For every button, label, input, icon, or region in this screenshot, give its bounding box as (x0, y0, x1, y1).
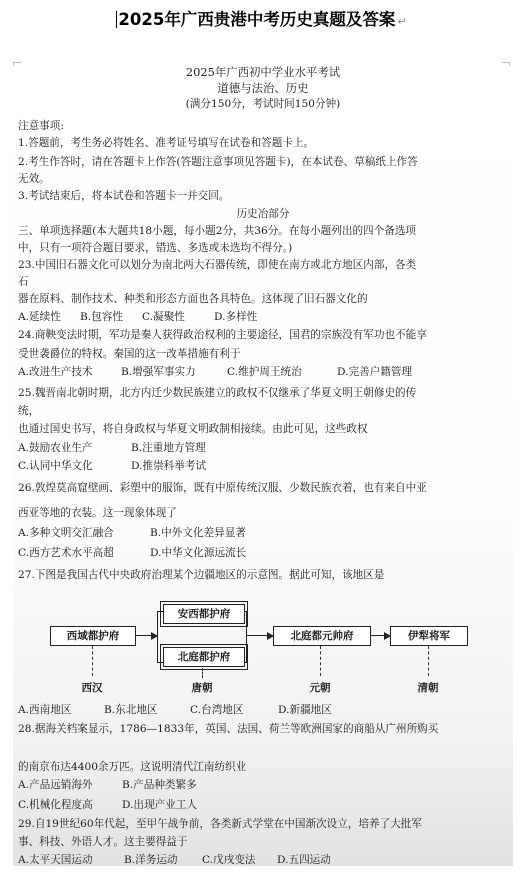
q26-stem: 26.敦煌莫高窟壁画、彩塑中的服饰，既有中原传统汉服、少数民族衣着，也有来自中亚 (18, 482, 427, 494)
q23-options (18, 311, 257, 324)
era-tang: 唐朝 (191, 682, 213, 694)
q24-stem-cont: 受世袭爵位的特权。秦国的这一改革措施有利于 (18, 348, 241, 360)
note-2-cont: 无效。 (18, 173, 50, 185)
arrow-1 (135, 635, 157, 636)
box-beiting-protectorate: 北庭都护府 (163, 647, 245, 667)
document-title-text: 2025年广西贵港中考历史真题及答案 (118, 10, 396, 29)
q23-stem-cont2: 器在原料、制作技术、种类和形态方面也各具特色。这体现了旧石器文化的 (18, 293, 368, 305)
q27-stem: 27.下图是我国古代中央政府治理某个边疆地区的示意图。据此可知，该地区是 (18, 569, 385, 581)
q25-options-row2 (18, 460, 206, 473)
q26-option-a: A.多种文明交汇融合 (18, 527, 114, 539)
era-line-3 (320, 646, 321, 676)
q23-stem: 23.中国旧石器文化可以划分为南北两大石器传统，即使在南方或北方地区内部，各类 (18, 259, 417, 271)
q27-option-a: A.西南地区 (18, 704, 72, 716)
q24-options (18, 366, 412, 379)
q29-option-d: D.五四运动 (277, 854, 331, 866)
era-line-4 (428, 646, 429, 676)
q28-option-d: D.出现产业工人 (122, 799, 198, 811)
box-ili-general: 伊犁将军 (390, 626, 468, 646)
q27-option-c: C.台湾地区 (190, 704, 244, 716)
q25-option-d: D.推崇科举考试 (131, 460, 207, 472)
q25-stem: 25.魏晋南北朝时期，北方内迁少数民族建立的政权不仅继承了华夏文明王朝修史的传 (18, 387, 417, 399)
q24-stem: 24.商鞅变法时期，军功是秦人获得政治权利的主要途径，国君的宗族没有军功也不能享 (18, 329, 427, 341)
q25-stem-cont2: 也通过国史书写，将自身政权与华夏文明政制相接续。由此可见，这些政权 (18, 423, 368, 435)
q29-option-a: A.太平天国运动 (18, 854, 93, 866)
q27-options (18, 704, 332, 717)
note-3: 3.考试结束后，将本试卷和答题卡一并交回。 (18, 190, 230, 202)
q28-options-row2 (18, 799, 197, 812)
q24-option-b: B.增强军事实力 (121, 366, 196, 378)
paragraph-mark-icon: ↵ (397, 15, 407, 28)
arrow-2 (246, 635, 273, 636)
scanned-exam-page (13, 66, 513, 866)
q28-stem-cont: 的南京布达4400余万匹。这说明清代江南纺织业 (18, 761, 247, 773)
q26-options-row1 (18, 527, 246, 540)
q24-option-c: C.维护周王统治 (227, 366, 302, 378)
q26-option-c: C.西方艺术水平高超 (18, 547, 114, 559)
q25-option-b: B.注重地方管理 (131, 442, 206, 454)
q28-option-a: A.产品远销海外 (18, 779, 93, 791)
q25-option-a: A.鼓励农业生产 (18, 442, 93, 454)
note-1: 1.答题前，考生务必将姓名、准考证号填写在试卷和答题卡上。 (18, 137, 315, 149)
era-qing: 清朝 (417, 682, 439, 694)
box-anxi-protectorate: 安西都护府 (163, 604, 245, 624)
box-western-regions-protectorate: 西域都护府 (50, 626, 136, 646)
arrow-3 (370, 635, 390, 636)
q29-option-b: B.洋务运动 (124, 854, 178, 866)
exam-title: 2025年广西初中学业水平考试 (185, 65, 341, 79)
era-line-1 (92, 646, 93, 676)
q27-option-b: B.东北地区 (104, 704, 158, 716)
q25-options-row1 (18, 442, 206, 455)
era-western-han: 西汉 (81, 682, 103, 694)
q28-options-row1 (18, 779, 197, 792)
q29-stem-cont: 事、科技、外语人才。这主要得益于 (18, 836, 188, 848)
q25-stem-cont: 统， (18, 405, 40, 417)
q26-stem-cont: 西亚等地的衣装。这一现象体现了 (18, 507, 177, 519)
q26-option-d: D.中华文化源远流长 (150, 547, 247, 559)
note-2: 2.考生作答时，请在答题卡上作答(答题注意事项见答题卡)，在本试卷、草稿纸上作答 (18, 156, 418, 168)
q24-option-a: A.改进生产技术 (18, 366, 93, 378)
q26-option-b: B.中外文化差异显著 (150, 527, 246, 539)
q23-option-d: D.多样性 (214, 311, 258, 323)
q25-option-c: C.认同中华文化 (18, 460, 93, 472)
section-title: 历史冶部分 (236, 208, 290, 220)
q23-option-b: B.包容性 (80, 311, 123, 323)
q27-diagram (20, 553, 498, 703)
exam-subject: 道德与法治、历史 (217, 81, 309, 95)
q29-stem: 29.自19世纪60年代起，至甲午战争前，各类新式学堂在中国渐次设立，培养了大批军 (18, 818, 422, 830)
q28-option-b: B.产品种类繁多 (122, 779, 197, 791)
q23-option-c: C.凝聚性 (142, 311, 185, 323)
section-intro-cont: 中，只有一项符合题目要求，错选、多选或未选均不得分。) (18, 242, 293, 254)
q23-stem-cont: 石 (18, 276, 29, 288)
document-title (0, 6, 523, 30)
notes-heading: 注意事项: (18, 120, 64, 132)
q28-option-c: C.机械化程度高 (18, 799, 93, 811)
q27-option-d: D.新疆地区 (278, 704, 332, 716)
q29-option-c: C.戊戌变法 (202, 854, 256, 866)
section-intro: 三、单项选择题(本大题共18小题，每小题2分，共36分。在每小题列出的四个备选项 (18, 225, 417, 237)
q23-option-a: A.延续性 (18, 311, 61, 323)
q28-stem: 28.据海关档案显示，1786—1833年，英国、法国、荷兰等欧洲国家的商船从广州所购买 (18, 723, 439, 735)
era-yuan: 元朝 (309, 682, 331, 694)
q24-option-d: D.完善户籍管理 (337, 366, 413, 378)
exam-info: (满分150分，考试时间150分钟) (185, 98, 341, 110)
q29-options (18, 854, 331, 867)
era-line-2 (202, 668, 203, 678)
box-beiting-marshal-office: 北庭都元帅府 (273, 626, 371, 646)
